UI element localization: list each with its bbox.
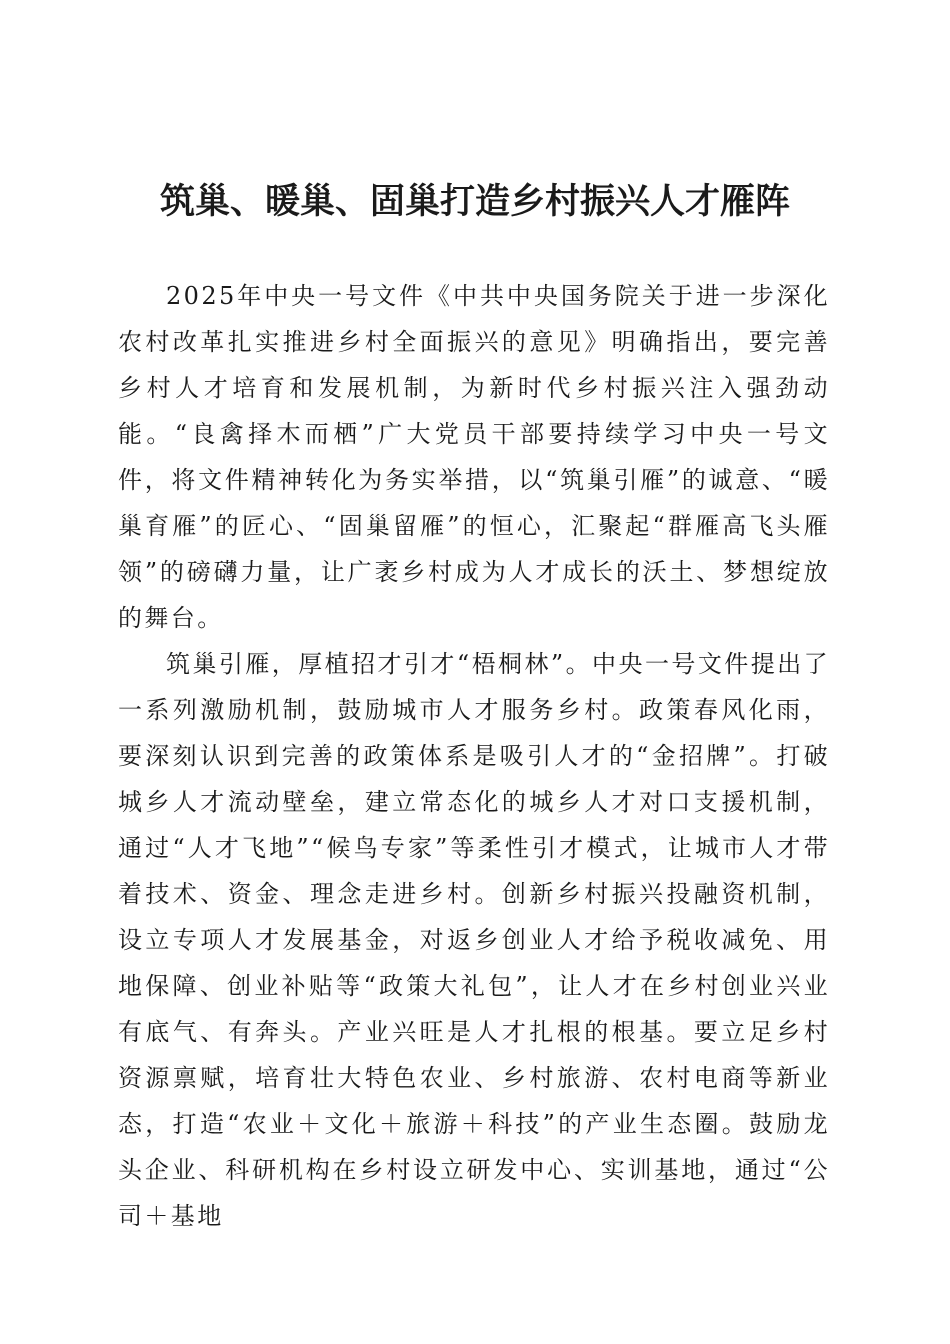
document-title: 筑巢、暖巢、固巢打造乡村振兴人才雁阵 xyxy=(159,181,790,222)
paragraph-intro: 2025年中央一号文件《中共中央国务院关于进一步深化农村改革扎实推进乡村全面振兴的意见》明确指出，要完善乡村人才培育和发展机制，为新时代乡村振兴注入强劲动能。“良禽择木而栖”广大党员干部要持续学习中央一号文件，将文件精神转化为务实举措，以“筑巢引雁”的诚意、“暖巢育雁”的匠心、“固巢留雁”的恒心，汇聚起“群雁高飞头雁领”的磅礴力量，让广袤乡村成为人才成长的沃土、梦想绽放的舞台。 xyxy=(118,282,830,632)
document-body xyxy=(118,273,830,1239)
paragraph-build-nest: 筑巢引雁，厚植招才引才“梧桐林”。中央一号文件提出了一系列激励机制，鼓励城市人才服务乡村。政策春风化雨，要深刻认识到完善的政策体系是吸引人才的“金招牌”。打破城乡人才流动壁垒，建立常态化的城乡人才对口支援机制，通过“人才飞地”“候鸟专家”等柔性引才模式，让城市人才带着技术、资金、理念走进乡村。创新乡村振兴投融资机制，设立专项人才发展基金，对返乡创业人才给予税收减免、用地保障、创业补贴等“政策大礼包”，让人才在乡村创业兴业有底气、有奔头。产业兴旺是人才扎根的根基。要立足乡村资源禀赋，培育壮大特色农业、乡村旅游、农村电商等新业态，打造“农业＋文化＋旅游＋科技”的产业生态圈。鼓励龙头企业、科研机构在乡村设立研发中心、实训基地，通过“公司＋基地 xyxy=(118,650,830,1230)
